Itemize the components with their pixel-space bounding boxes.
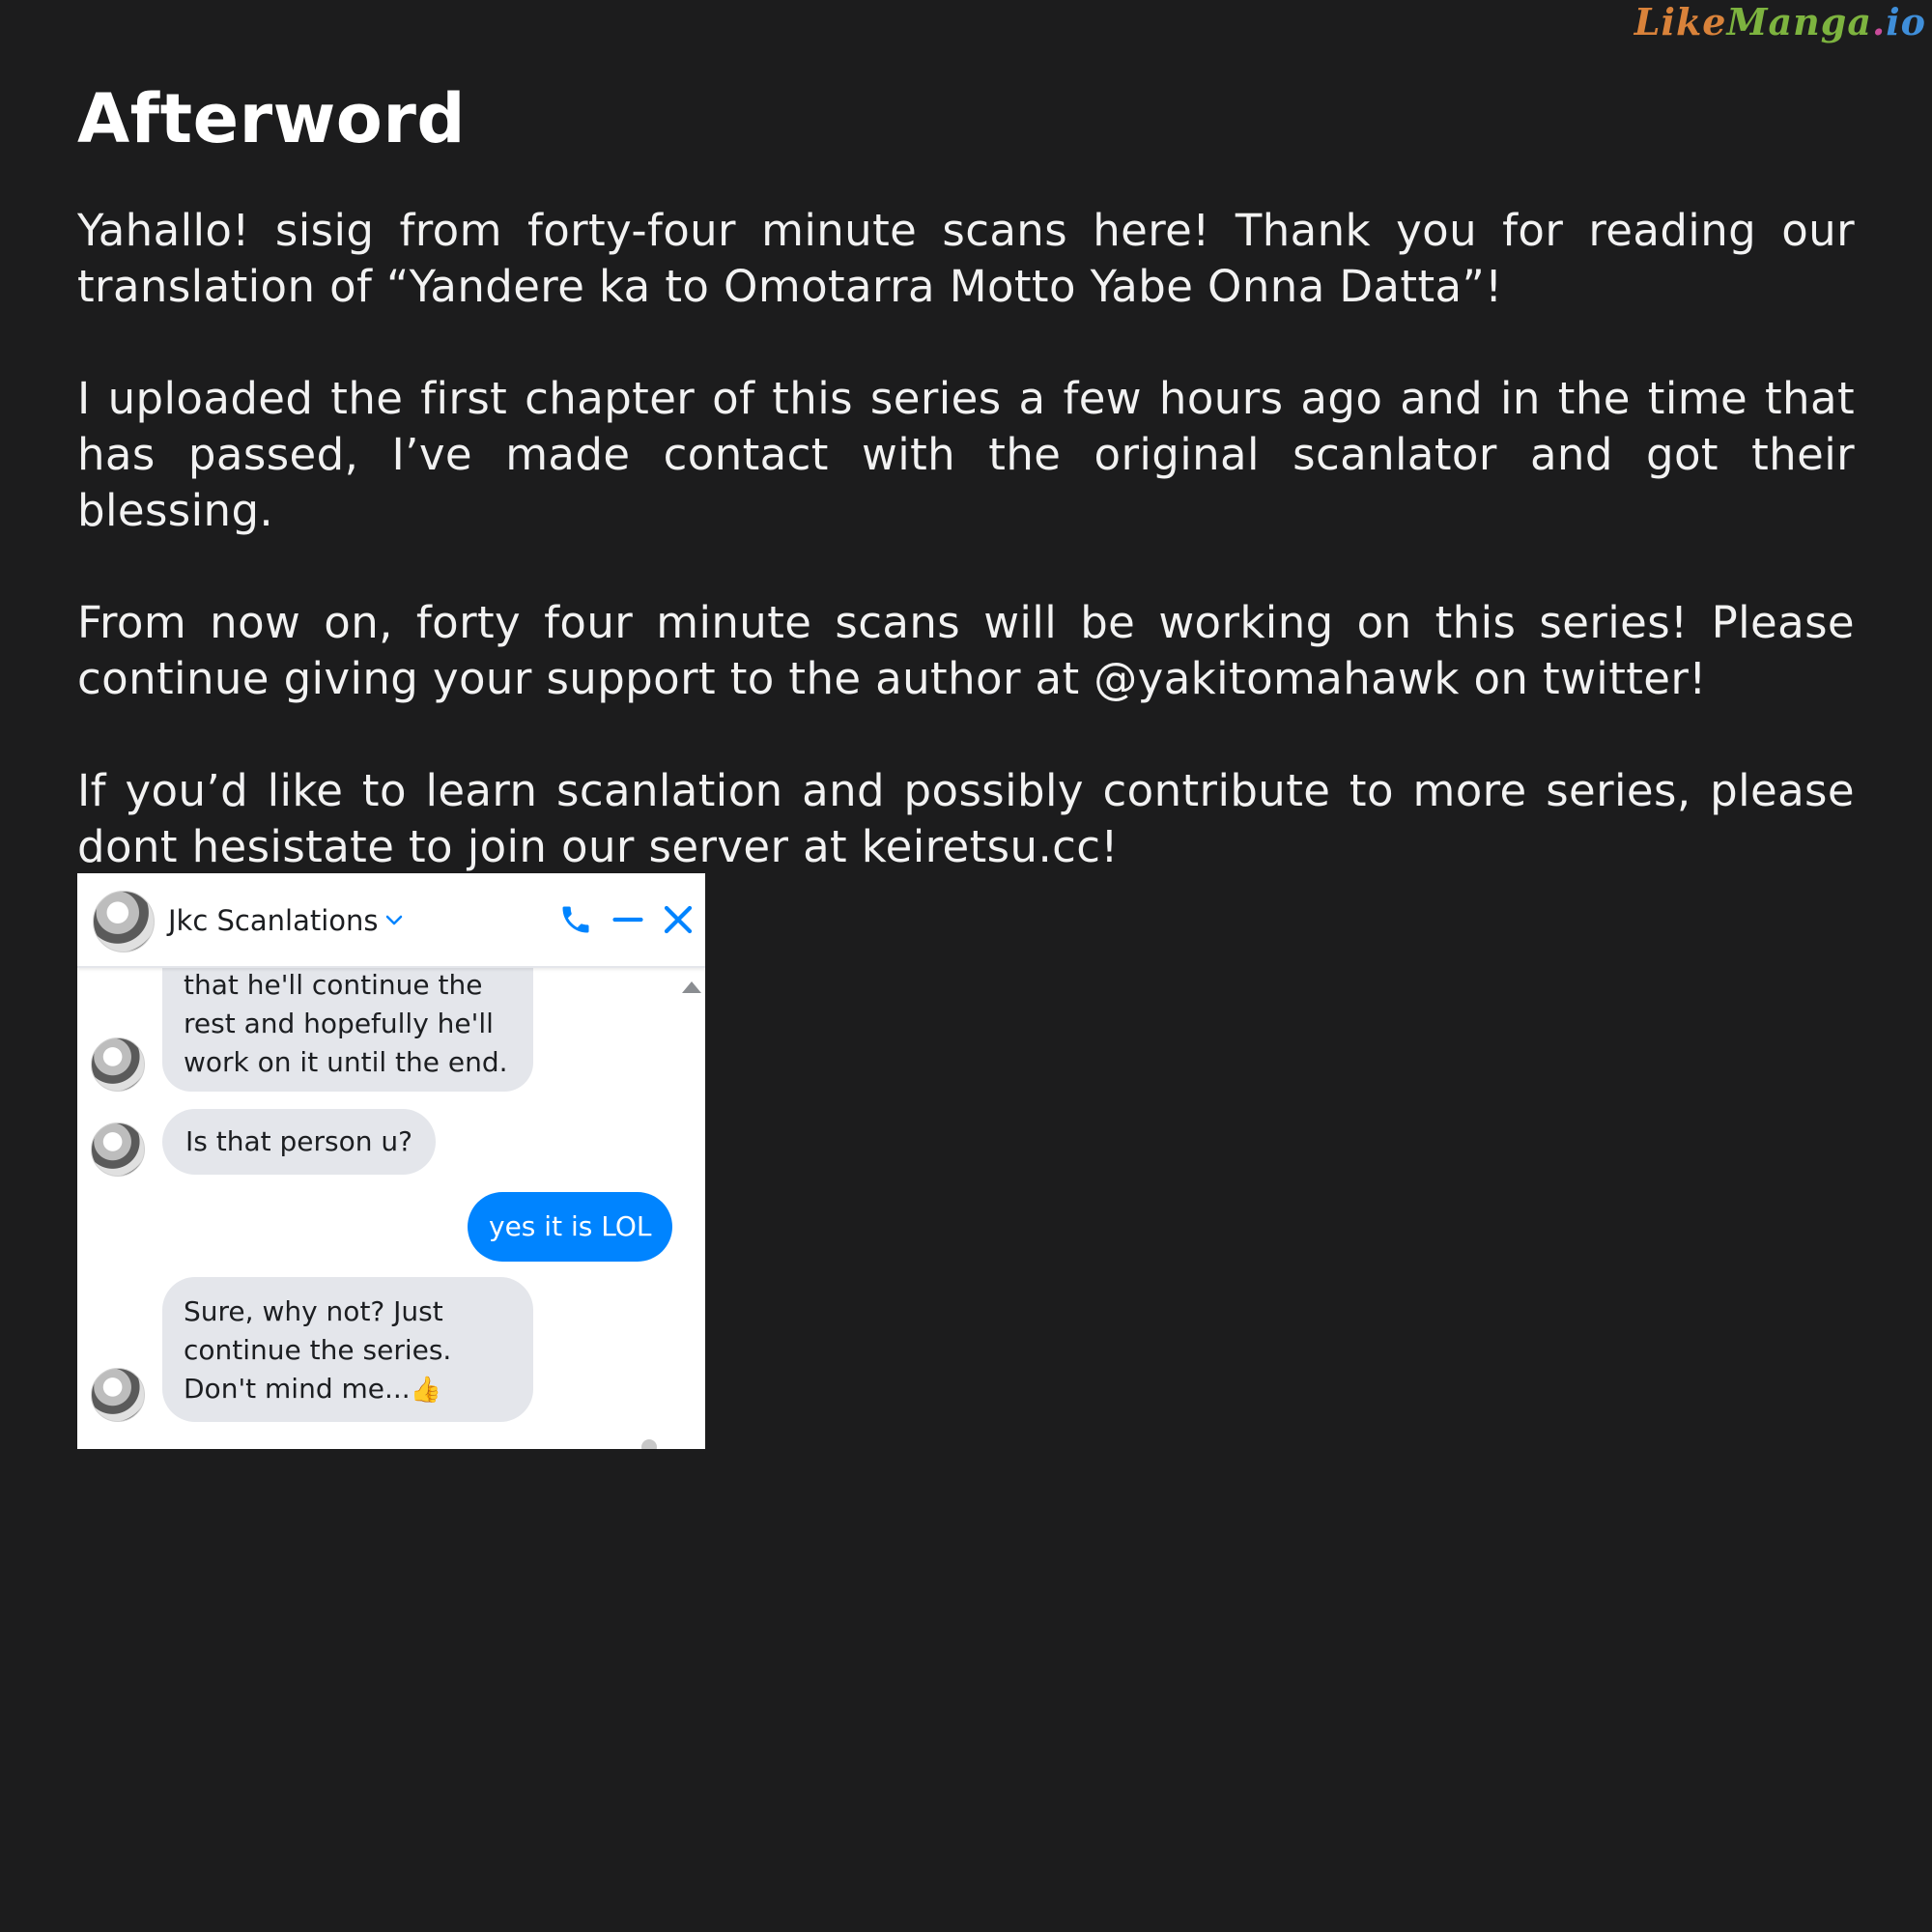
message-line: [184, 1370, 512, 1409]
contact-avatar[interactable]: [93, 891, 155, 952]
paragraph-2: I uploaded the first chapter of this series a few hours ago and in the time that has passed, I’ve made contact with the original scanlator and got their blessing.: [77, 373, 1855, 536]
watermark-part-4: io: [1886, 0, 1926, 43]
thumbs-up-icon: 👍: [410, 1376, 442, 1405]
contact-name[interactable]: Jkc Scanlations: [168, 904, 379, 937]
watermark-part-1: Like: [1634, 0, 1727, 43]
chevron-down-icon[interactable]: [383, 908, 406, 931]
chat-screenshot: [77, 873, 705, 1449]
sender-avatar: [91, 1122, 145, 1177]
watermark-part-2: Manga: [1726, 0, 1872, 43]
sender-avatar: [91, 1368, 145, 1422]
message-bubble-sent: yes it is LOL: [468, 1192, 672, 1262]
scroll-up-icon[interactable]: [682, 981, 701, 993]
chat-header: [77, 873, 705, 968]
watermark-part-3: .: [1871, 0, 1887, 43]
message-line: that he'll continue the: [184, 969, 483, 1001]
sender-avatar: [91, 1037, 145, 1092]
message-line: Sure, why not? Just: [184, 1295, 443, 1327]
message-line-text: Don't mind me...: [184, 1373, 411, 1405]
close-icon[interactable]: [661, 902, 696, 937]
afterword-body: [77, 203, 1855, 931]
message-bubble-received-2: Is that person u?: [162, 1109, 436, 1175]
watermark-logo: [1634, 0, 1926, 43]
message-line: rest and hopefully he'll: [184, 1008, 494, 1039]
paragraph-3: From now on, forty four minute scans will be working on this series! Please continue giving your support to the author at @yakitomahawk on twitter!: [77, 597, 1855, 704]
message-line: continue the series.: [184, 1334, 452, 1366]
minimize-icon[interactable]: [611, 902, 645, 937]
message-line: work on it until the end.: [184, 1046, 508, 1078]
paragraph-1: Yahallo! sisig from forty-four minute scans here! Thank you for reading our translation of “Yandere ka to Omotarra Motto Yabe Onna Datta”!: [77, 205, 1855, 312]
read-receipt-icon: [641, 1439, 657, 1449]
phone-icon[interactable]: [558, 902, 593, 937]
paragraph-4: If you’d like to learn scanlation and possibly contribute to more series, please dont hesistate to join our server at keiretsu.cc!: [77, 765, 1855, 872]
page-title: Afterword: [77, 79, 466, 158]
message-bubble-received-3: [162, 1277, 533, 1422]
